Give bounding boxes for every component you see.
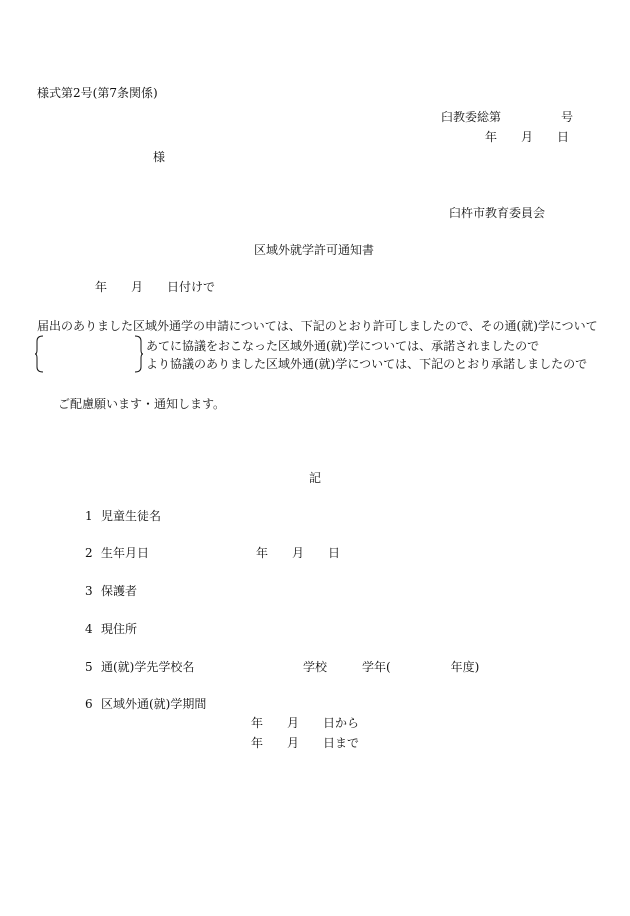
birth-date-value: 年 月 日 (256, 546, 341, 560)
sender-name: 臼杵市教育委員会 (449, 206, 546, 220)
item-label-1: 児童生徒名 (101, 509, 162, 523)
item-label-6: 区域外通(就)学期間 (101, 697, 207, 711)
period-from: 年 月 日から (251, 716, 360, 730)
school-suffix: 学校 (303, 660, 328, 674)
left-bracket (35, 335, 45, 373)
issue-date: 年 月 日 (485, 130, 570, 144)
right-bracket (134, 335, 144, 373)
reference-date: 年 月 日付けで (95, 280, 216, 294)
item-label-3: 保護者 (101, 584, 138, 598)
item-label-2: 生年月日 (101, 546, 150, 560)
body-line-4: ご配慮願います・通知します。 (58, 397, 226, 411)
body-line-3: より協議のありました区域外通(就)学については、下記のとおり承諾しましたので (146, 357, 588, 371)
recipient-honorific: 様 (153, 150, 166, 164)
item-number-6: 6 (85, 697, 93, 711)
period-to: 年 月 日まで (251, 736, 360, 750)
document-number: 臼教委総第 号 (441, 110, 574, 124)
document-title: 区域外就学許可通知書 (254, 243, 375, 257)
item-number-3: 3 (85, 584, 93, 598)
body-line-2: あてに協議をおこなった区域外通(就)学については、承諾されましたので (146, 339, 540, 353)
item-label-4: 現住所 (101, 622, 138, 636)
item-number-2: 2 (85, 546, 93, 560)
grade-field: 学年( 年度) (362, 660, 480, 674)
item-number-4: 4 (85, 622, 93, 636)
body-line-1: 届出のありました区域外通学の申請については、下記のとおり許可しましたので、その通(就)学について (37, 319, 598, 333)
item-number-5: 5 (85, 660, 93, 674)
ki-heading: 記 (309, 471, 322, 485)
item-label-5: 通(就)学先学校名 (101, 660, 195, 674)
item-number-1: 1 (85, 509, 93, 523)
form-label: 様式第2号(第7条関係) (37, 86, 158, 100)
